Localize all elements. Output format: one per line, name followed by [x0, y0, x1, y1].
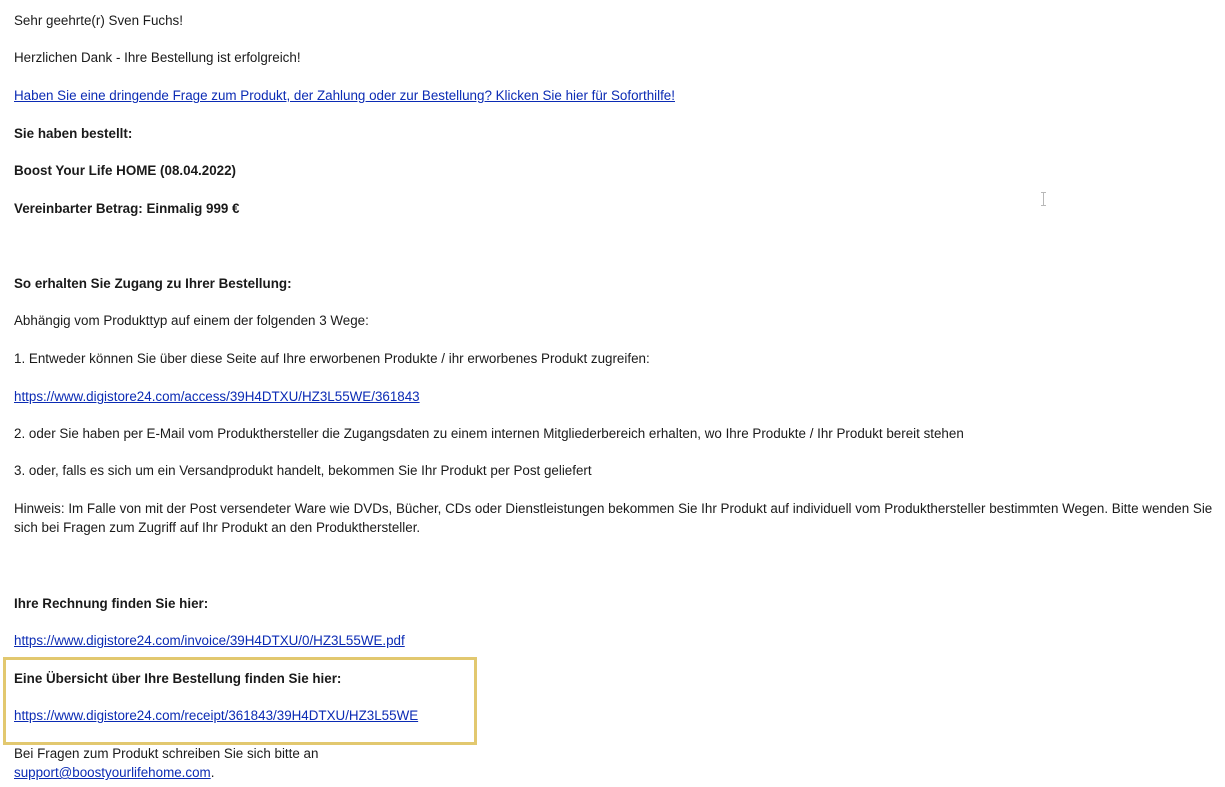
- access-heading: So erhalten Sie Zugang zu Ihrer Bestellung:: [14, 276, 292, 291]
- access-option-1: 1. Entweder können Sie über diese Seite auf Ihre erworbenen Produkte / ihr erworbenes Produkt zugreifen:: [14, 351, 650, 366]
- access-intro: Abhängig vom Produkttyp auf einem der folgenden 3 Wege:: [14, 313, 369, 328]
- invoice-link-paragraph: [14, 631, 405, 650]
- receipt-heading: Eine Übersicht über Ihre Bestellung finden Sie hier:: [14, 671, 342, 686]
- thanks-message: Herzlichen Dank - Ihre Bestellung ist erfolgreich!: [14, 50, 301, 65]
- receipt-link-paragraph: [14, 706, 418, 725]
- order-amount: Vereinbarter Betrag: Einmalig 999 €: [14, 201, 240, 216]
- invoice-heading: Ihre Rechnung finden Sie hier:: [14, 596, 209, 611]
- access-option-2: 2. oder Sie haben per E-Mail vom Produkthersteller die Zugangsdaten zu einem internen Mitgliederbereich erhalten, wo Ihre Produkte / Ihr Produkt bereit stehen: [14, 426, 964, 441]
- support-period: .: [210, 765, 215, 780]
- order-heading: Sie haben bestellt:: [14, 126, 133, 141]
- greeting: Sehr geehrte(r) Sven Fuchs!: [14, 13, 183, 28]
- support-text: Bei Fragen zum Produkt schreiben Sie sich bitte an: [14, 746, 319, 761]
- access-option-3: 3. oder, falls es sich um ein Versandprodukt handelt, bekommen Sie Ihr Produkt per Post geliefert: [14, 463, 592, 478]
- receipt-link[interactable]: https://www.digistore24.com/receipt/361843/39H4DTXU/HZ3L55WE: [14, 708, 419, 723]
- invoice-link[interactable]: https://www.digistore24.com/invoice/39H4DTXU/0/HZ3L55WE.pdf: [14, 633, 405, 648]
- text-cursor-icon: [1041, 192, 1047, 206]
- support-email-paragraph: [14, 763, 214, 782]
- support-email-link[interactable]: support@boostyourlifehome.com: [14, 765, 211, 780]
- access-note: Hinweis: Im Falle von mit der Post versendeter Ware wie DVDs, Bücher, CDs oder Dienstleistungen bekommen Sie Ihr Produkt auf individuell vom Produkthersteller bestimmten Wegen. Bitte wenden Sie sich bei Fragen zum Zugriff auf Ihr Produkt an den Produkthersteller.: [14, 501, 1213, 535]
- help-link[interactable]: Haben Sie eine dringende Frage zum Produkt, der Zahlung oder zur Bestellung? Klicken Sie hier für Soforthilfe!: [14, 88, 675, 103]
- access-link[interactable]: https://www.digistore24.com/access/39H4DTXU/HZ3L55WE/361843: [14, 389, 420, 404]
- access-link-paragraph: [14, 387, 420, 406]
- help-paragraph: [14, 86, 675, 105]
- order-product: Boost Your Life HOME (08.04.2022): [14, 163, 236, 178]
